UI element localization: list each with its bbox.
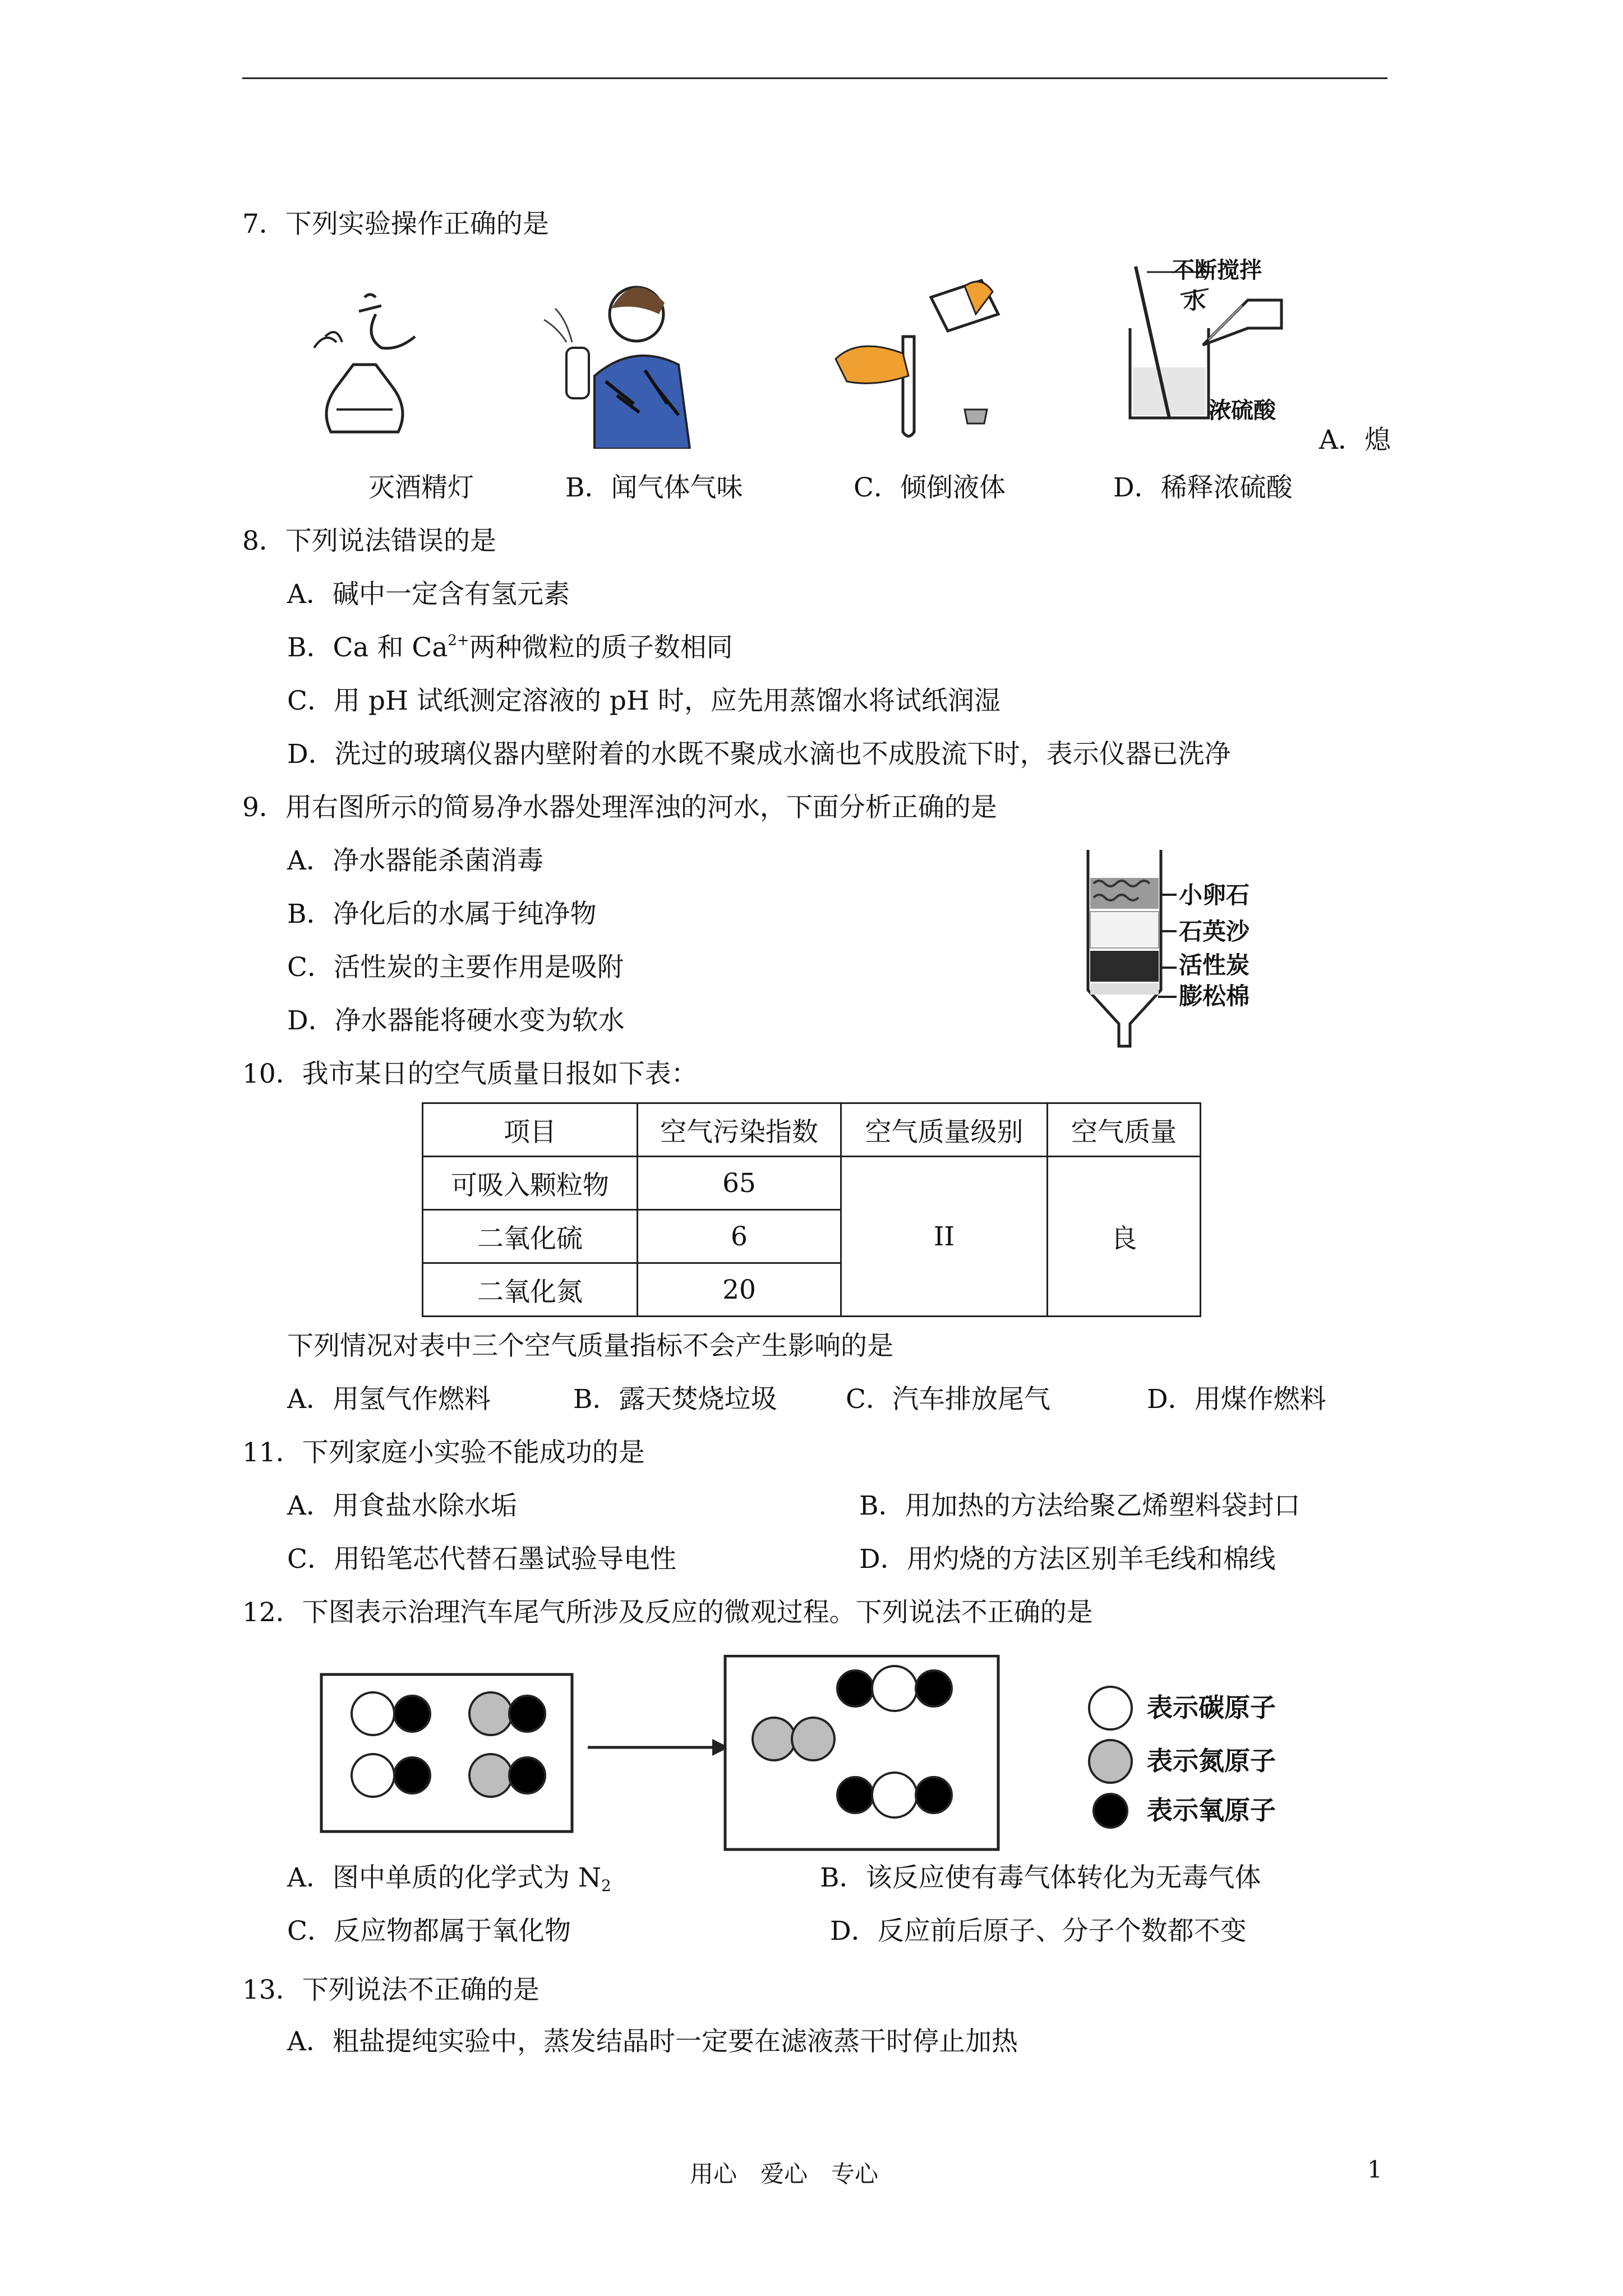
q7-fig-label-water: 水: [1183, 288, 1206, 314]
q12-stem: 12．下图表示治理汽车尾气所涉及反应的微观过程。下列说法不正确的是: [242, 1597, 1093, 1628]
q8-option-d: D．洗过的玻璃仪器内壁附着的水既不聚成水滴也不成股流下时，表示仪器已洗净: [287, 739, 1231, 770]
table-cell-quality: 良: [1048, 1157, 1201, 1317]
q12-option-b: B．该反应使有毒气体转化为无毒气体: [820, 1862, 1261, 1893]
q7-fig-pour-liquid: [824, 275, 1009, 443]
q13-option-a: A．粗盐提纯实验中，蒸发结晶时一定要在滤液蒸干时停止加热: [287, 2026, 1018, 2057]
q9-fig-water-filter: [1082, 850, 1318, 1057]
q9-label-activated-carbon: 活性炭: [1179, 951, 1250, 979]
q9-option-b: B．净化后的水属于纯净物: [287, 899, 597, 930]
q7-fig-alcohol-lamp: [292, 280, 437, 449]
q12-legend-oxygen: 表示氧原子: [1147, 1795, 1276, 1825]
q12-option-a: A．图中单质的化学式为 $N_2$: [287, 1862, 611, 1895]
q7-option-a-prefix: A．熄: [1319, 425, 1391, 455]
q8-option-a: A．碱中一定含有氢元素: [287, 579, 570, 610]
table-cell: 65: [638, 1157, 841, 1210]
q9-label-pebbles: 小卵石: [1179, 881, 1250, 909]
table-header: 空气质量级别: [841, 1103, 1048, 1157]
q11-option-b: B．用加热的方法给聚乙烯塑料袋封口: [859, 1490, 1301, 1521]
table-header-row: [423, 1103, 1201, 1157]
q7-option-c: C．倾倒液体: [854, 472, 1006, 503]
q7-option-d: D．稀释浓硫酸: [1113, 472, 1293, 503]
q8-stem: 8．下列说法错误的是: [242, 526, 496, 556]
q7-option-b: B．闻气体气味: [565, 472, 743, 503]
air-quality-table: [422, 1102, 1201, 1317]
q10-stem: 10．我市某日的空气质量日报如下表：: [242, 1059, 698, 1089]
q7-stem: 7．下列实验操作正确的是: [242, 209, 549, 240]
q12-option-d: D．反应前后原子、分子个数都不变: [830, 1916, 1247, 1947]
q12-option-c: C．反应物都属于氧化物: [287, 1916, 571, 1947]
q9-label-quartz-sand: 石英沙: [1179, 918, 1250, 945]
q12-fig-reaction: [320, 1655, 1329, 1868]
q10-question: 下列情况对表中三个空气质量指标不会产生影响的是: [287, 1331, 893, 1361]
q11-option-c: C．用铅笔芯代替石墨试验导电性: [287, 1544, 676, 1575]
q7-option-a-rest: 灭酒精灯: [368, 472, 474, 503]
q10-option-a: A．用氢气作燃料: [287, 1384, 491, 1415]
q10-option-c: C．汽车排放尾气: [846, 1384, 1050, 1415]
page-number: 1: [1367, 2156, 1382, 2183]
q11-stem: 11．下列家庭小实验不能成功的是: [242, 1437, 645, 1468]
table-cell: 6: [638, 1210, 841, 1263]
table-cell-level: II: [841, 1157, 1048, 1317]
table-header: 项目: [423, 1103, 638, 1157]
q7-fig-label-acid: 浓硫酸: [1209, 398, 1276, 424]
q7-fig-dilute-acid: [1113, 255, 1349, 446]
q9-option-c: C．活性炭的主要作用是吸附: [287, 952, 624, 983]
table-cell: 二氧化硫: [423, 1210, 638, 1263]
q12-legend-carbon: 表示碳原子: [1147, 1692, 1276, 1723]
table-header: 空气污染指数: [638, 1103, 841, 1157]
table-cell: 20: [638, 1263, 841, 1317]
q13-stem: 13．下列说法不正确的是: [242, 1975, 540, 2005]
q11-option-d: D．用灼烧的方法区别羊毛线和棉线: [859, 1544, 1276, 1575]
table-cell: 可吸入颗粒物: [423, 1157, 638, 1210]
footer-motto: 用心 爱心 专心: [690, 2160, 879, 2188]
q11-option-a: A．用食盐水除水垢: [287, 1490, 517, 1521]
q9-option-a: A．净水器能杀菌消毒: [287, 845, 543, 876]
q8-option-b: B．Ca 和 $Ca^{2+}$两种微粒的质子数相同: [287, 632, 733, 663]
q12-legend-nitrogen: 表示氮原子: [1147, 1746, 1276, 1776]
table-row: [423, 1157, 1201, 1210]
table-header: 空气质量: [1048, 1103, 1201, 1157]
header-rule: [242, 77, 1387, 79]
q8-option-c: C．用 pH 试纸测定溶液的 pH 时，应先用蒸馏水将试纸润湿: [287, 685, 1000, 716]
q9-label-cotton: 膨松棉: [1179, 982, 1250, 1010]
q7-fig-label-stir: 不断搅拌: [1172, 257, 1262, 283]
q9-option-d: D．净水器能将硬水变为软水: [287, 1005, 625, 1036]
table-cell: 二氧化氮: [423, 1263, 638, 1317]
q9-stem: 9．用右图所示的简易净水器处理浑浊的河水，下面分析正确的是: [242, 792, 997, 823]
q7-fig-smell-gas: [533, 275, 701, 449]
q10-option-d: D．用煤作燃料: [1147, 1384, 1326, 1415]
q10-option-b: B．露天焚烧垃圾: [573, 1384, 777, 1415]
